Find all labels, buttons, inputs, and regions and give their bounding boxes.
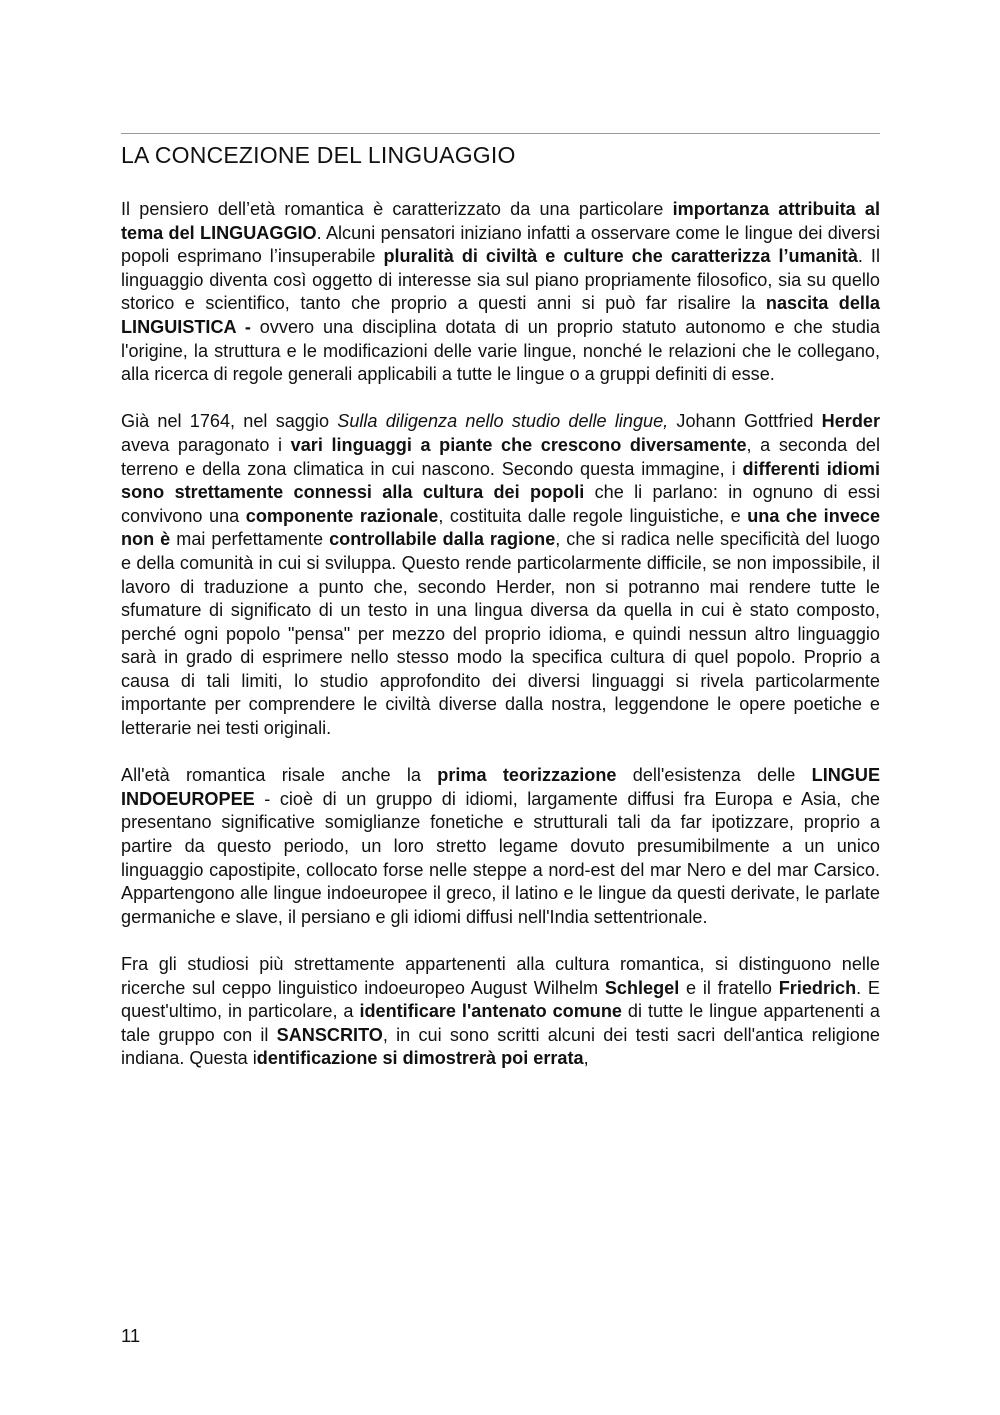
text-run: . Il linguaggio diventa così oggetto di interesse sia sul piano propriamente filosofico, sia su quello storico e scientifico, tanto che proprio a questi anni si può far risalire la <box>121 246 880 314</box>
bold-text: componente razionale <box>245 505 439 526</box>
text-run: Già nel 1764, nel saggio <box>121 411 338 432</box>
text-run: , <box>583 1048 589 1069</box>
text-run: Il pensiero dell’età romantica è caratterizzato da una particolare <box>121 199 673 219</box>
text-run: , a seconda del terreno e della zona climatica in cui nascono. Secondo questa immagine, i <box>121 434 880 479</box>
text-run: - cioè di un gruppo di idiomi, largamente diffusi fra Europa e Asia, che presentano significative somiglianze fonetiche e strutturali tali da far ipotizzare, proprio a partire da questo periodo, un loro stretto legame dovuto presumibilmente a un unico linguaggio capostipite, collocato forse nelle steppe a nord-est del mar Nero e del mar Carsico. Appartengono alle lingue indoeuropee il greco, il latino e le lingue da questi derivate, le parlate germaniche e slave, il persiano e gli idiomi diffusi nell'India settentrionale. <box>121 788 880 927</box>
text-run: mai perfettamente <box>170 529 330 550</box>
bold-text: una che invece non è <box>121 505 881 550</box>
text-run: aveva paragonato i <box>121 434 291 455</box>
bold-text: Schlegel <box>604 977 680 998</box>
bold-text: SANSCRITO <box>276 1024 383 1045</box>
text-run: , che si radica nelle specificità del luogo e della comunità in cui si sviluppa. Questo rende particolarmente difficile, se non impossibile, il lavoro di traduzione a punto che, secondo Herder, non si potranno mai rendere tutte le sfumature di significato di un testo in una lingua diversa da quella in cui è stato composto, perché ogni popolo "pensa" per mezzo del proprio idioma, e quindi nessun altro linguaggio sarà in grado di esprimere nello stesso modo la specifica cultura di quel popolo. Proprio a causa di tali limiti, lo studio approfondito dei diversi linguaggi si rivela particolarmente importante per comprendere le civiltà diverse dalla nostra, leggendone le opere poetiche e letterarie nei testi originali. <box>121 529 880 739</box>
paragraph <box>121 410 880 740</box>
bold-text: importanza attribuita al tema del LINGUAGGIO <box>121 199 880 243</box>
bold-text: LINGUE INDOEUROPEE <box>121 765 881 809</box>
page-number: 11 <box>121 1325 141 1346</box>
page-title: LA CONCEZIONE DEL LINGUAGGIO <box>121 142 516 168</box>
text-run: . E quest'ultimo, in particolare, a <box>121 977 880 1022</box>
text-run: , in cui sono scritti alcuni dei testi sacri dell'antica religione indiana. Questa i <box>121 1024 880 1069</box>
bold-text: controllabile dalla ragione <box>329 529 556 550</box>
bold-text: dentificazione si dimostrerà poi errata <box>256 1048 584 1069</box>
body-text <box>121 198 880 1071</box>
paragraph <box>121 198 880 387</box>
bold-text: identificare l'antenato comune <box>359 1001 622 1022</box>
text-run: ovvero una disciplina dotata di un proprio statuto autonomo e che studia l'origine, la struttura e le modificazioni delle varie lingue, nonché le relazioni che le collegano, alla ricerca di regole generali applicabili a tutte le lingue o a gruppi definiti di esse. <box>121 316 880 385</box>
bold-text: differenti idiomi sono strettamente connessi alla cultura dei popoli <box>121 458 881 503</box>
header-rule <box>121 133 880 134</box>
text-run: . Alcuni pensatori iniziano infatti a osservare come le lingue dei diversi popoli esprimano l’insuperabile <box>121 222 880 267</box>
italic-text: Sulla diligenza nello studio delle lingue, <box>337 411 669 432</box>
bold-text: vari linguaggi a piante che crescono diversamente <box>290 434 747 455</box>
text-run: Johann Gottfried <box>668 411 822 432</box>
paragraph <box>121 764 880 929</box>
text-run: che li parlano: in ognuno di essi convivono una <box>121 482 880 526</box>
text-run: , costituita dalle regole linguistiche, e <box>438 505 748 526</box>
bold-text: Friedrich <box>778 977 857 998</box>
bold-text: nascita della LINGUISTICA - <box>121 293 880 337</box>
text-run: e il fratello <box>679 977 779 998</box>
text-run: dell'esistenza delle <box>616 765 812 786</box>
text-run: All'età romantica risale anche la <box>121 765 438 786</box>
text-run: Fra gli studiosi più strettamente appartenenti alla cultura romantica, si distinguono nelle ricerche sul ceppo linguistico indoeuropeo August Wilhelm <box>121 954 880 998</box>
text-run: di tutte le lingue appartenenti a tale gruppo con il <box>121 1001 880 1045</box>
bold-text: Herder <box>821 411 880 432</box>
bold-text: pluralità di civiltà e culture che caratterizza l’umanità <box>383 246 858 267</box>
bold-text: prima teorizzazione <box>437 765 617 786</box>
paragraph <box>121 953 880 1071</box>
